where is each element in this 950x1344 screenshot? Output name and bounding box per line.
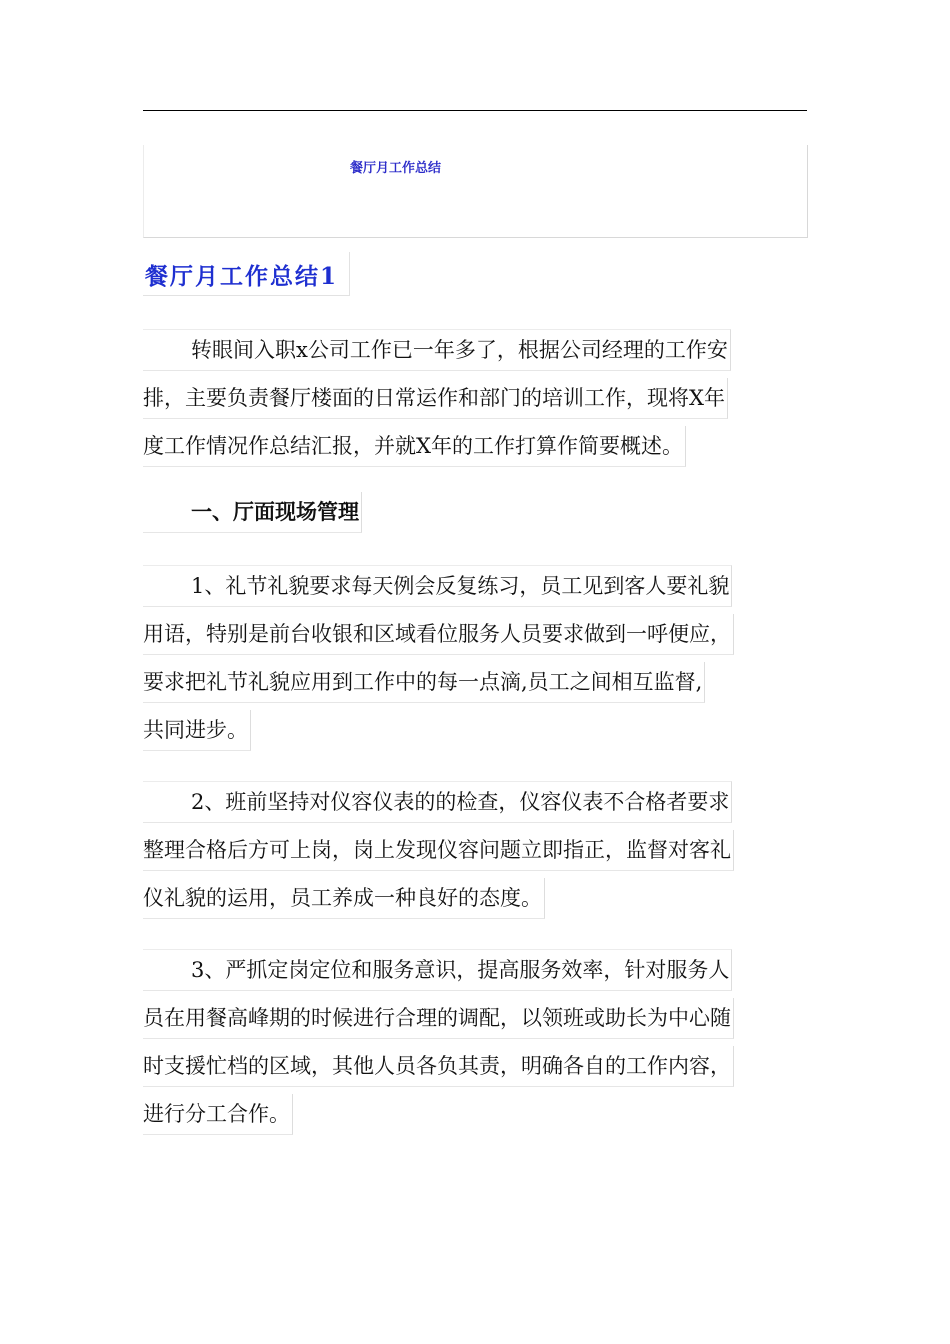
line-text: 进行分工合作。 [143,1094,293,1135]
line-text: 时支援忙档的区域，其他人员各负其责，明确各自的工作内容， [143,1046,734,1087]
paragraph-line [143,946,813,994]
line-text: 用语，特别是前台收银和区域看位服务人员要求做到一呼便应， [143,614,734,655]
intro-paragraph [143,326,813,470]
line-text: 共同进步。 [143,710,251,751]
line-text: 排，主要负责餐厅楼面的日常运作和部门的培训工作，现将X年 [143,378,728,419]
line-text: 2、班前坚持对仪容仪表的的检查，仪容仪表不合格者要求 [143,781,732,823]
line-text: 员在用餐高峰期的时候进行合理的调配，以领班或助长为中心随 [143,998,734,1039]
item-2-paragraph [143,778,813,922]
document-title: 餐厅月工作总结1 [145,263,339,290]
section-heading-1: 一、厅面现场管理 [143,492,362,533]
paragraph-line [143,778,813,826]
item-3-paragraph [143,946,813,1138]
header-rule [143,110,807,111]
paragraph-line [143,326,813,374]
line-text: 要求把礼节礼貌应用到工作中的每一点滴,员工之间相互监督, [143,662,705,703]
paragraph-line [143,706,813,754]
paragraph-line [143,874,813,922]
paragraph-line [143,562,813,610]
line-text: 3、严抓定岗定位和服务意识，提高服务效率，针对服务人 [143,949,732,991]
paragraph-line [143,610,813,658]
running-title: 餐厅月工作总结 [350,161,442,176]
paragraph-line [143,1042,813,1090]
paragraph-line [143,1090,813,1138]
line-text: 仪礼貌的运用，员工养成一种良好的态度。 [143,878,545,919]
line-text: 转眼间入职x公司工作已一年多了，根据公司经理的工作安 [143,329,731,371]
line-text: 1、礼节礼貌要求每天例会反复练习，员工见到客人要礼貌 [143,565,732,607]
paragraph-line [143,422,813,470]
page-header [143,145,808,238]
line-text: 度工作情况作总结汇报，并就X年的工作打算作简要概述。 [143,426,686,467]
item-1-paragraph [143,562,813,754]
paragraph-line [143,374,813,422]
paragraph-line [143,658,813,706]
paragraph-line [143,994,813,1042]
line-text: 整理合格后方可上岗，岗上发现仪容问题立即指正，监督对客礼 [143,830,734,871]
paragraph-line [143,826,813,874]
